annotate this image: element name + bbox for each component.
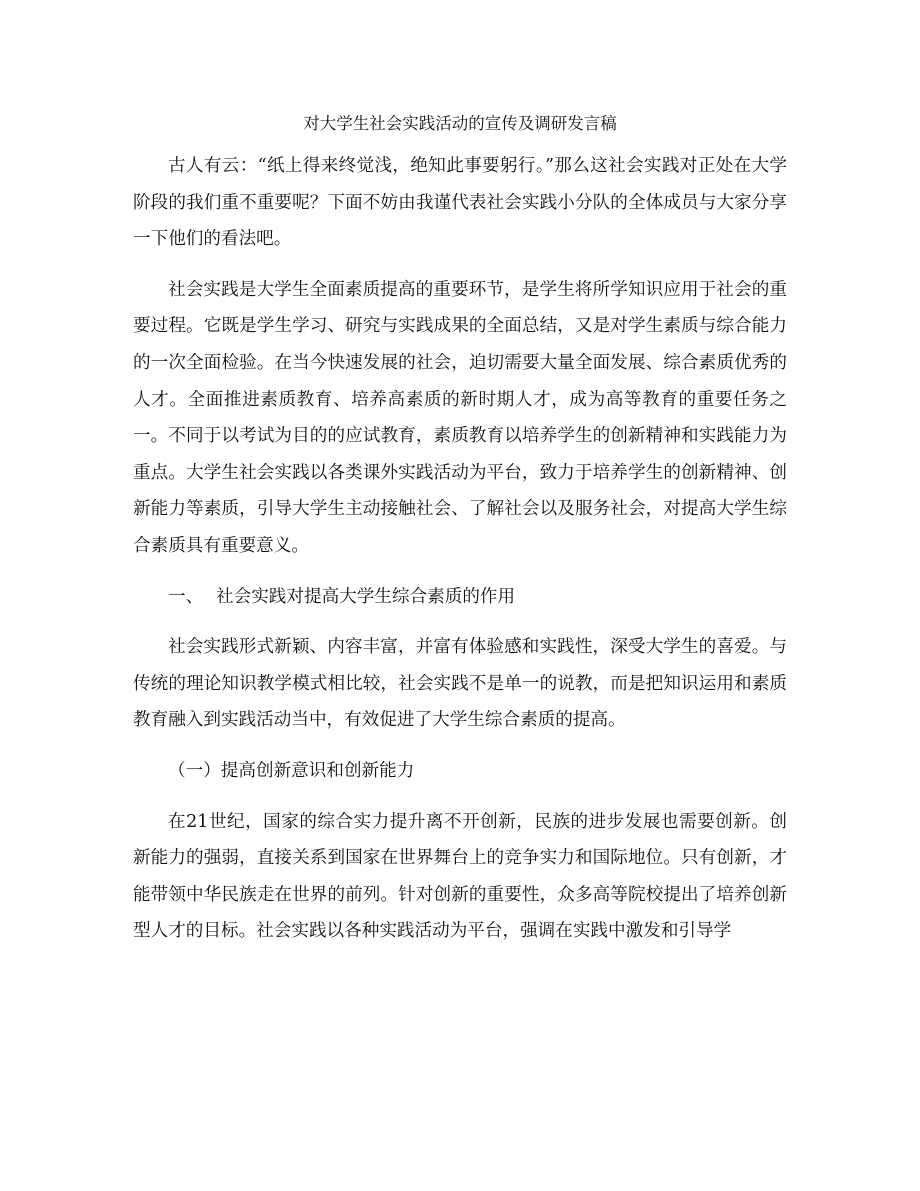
overview-paragraph: 社会实践是大学生全面素质提高的重要环节，是学生将所学知识应用于社会的重要过程。它既是学生学习、研究与实践成果的全面总结，又是对学生素质与综合能力的一次全面检验。在当今快速发展的社会，迫切需要大量全面发展、综合素质优秀的人才。全面推进素质教育、培养高素质的新时期人才，成为高等教育的重要任务之一。不同于以考试为目的的应试教育，素质教育以培养学生的创新精神和实践能力为重点。大学生社会实践以各类课外实践活动为平台，致力于培养学生的创新精神、创新能力等素质，引导大学生主动接触社会、了解社会以及服务社会，对提高大学生综合素质具有重要意义。	[133, 279, 787, 556]
section-one-paragraph: 社会实践形式新颖、内容丰富，并富有体验感和实践性，深受大学生的喜爱。与传统的理论知识教学模式相比较，社会实践不是单一的说教，而是把知识运用和素质教育融入到实践活动当中，有效促进了大学生综合素质的提高。	[133, 637, 787, 731]
document-body	[133, 106, 787, 964]
document-title: 对大学生社会实践活动的宣传及调研发言稿	[303, 114, 617, 133]
section-title: 社会实践对提高大学生综合素质的作用	[216, 586, 516, 607]
section-number: 一、	[168, 586, 204, 607]
subsection-one-paragraph: 在21世纪，国家的综合实力提升离不开创新，民族的进步发展也需要创新。创新能力的强弱，直接关系到国家在世界舞台上的竞争实力和国际地位。只有创新，才能带领中华民族走在世界的前列。针对创新的重要性，众多高等院校提出了培养创新型人才的目标。社会实践以各种实践活动为平台，强调在实践中激发和引导学	[133, 811, 787, 942]
subsection-heading-one: （一）提高创新意识和创新能力	[168, 760, 415, 781]
intro-paragraph: 古人有云：“纸上得来终觉浅，绝知此事要躬行。”那么这社会实践对正处在大学阶段的我们重不重要呢？下面不妨由我谨代表社会实践小分队的全体成员与大家分享一下他们的看法吧。	[133, 156, 787, 250]
section-heading-one	[133, 579, 787, 616]
